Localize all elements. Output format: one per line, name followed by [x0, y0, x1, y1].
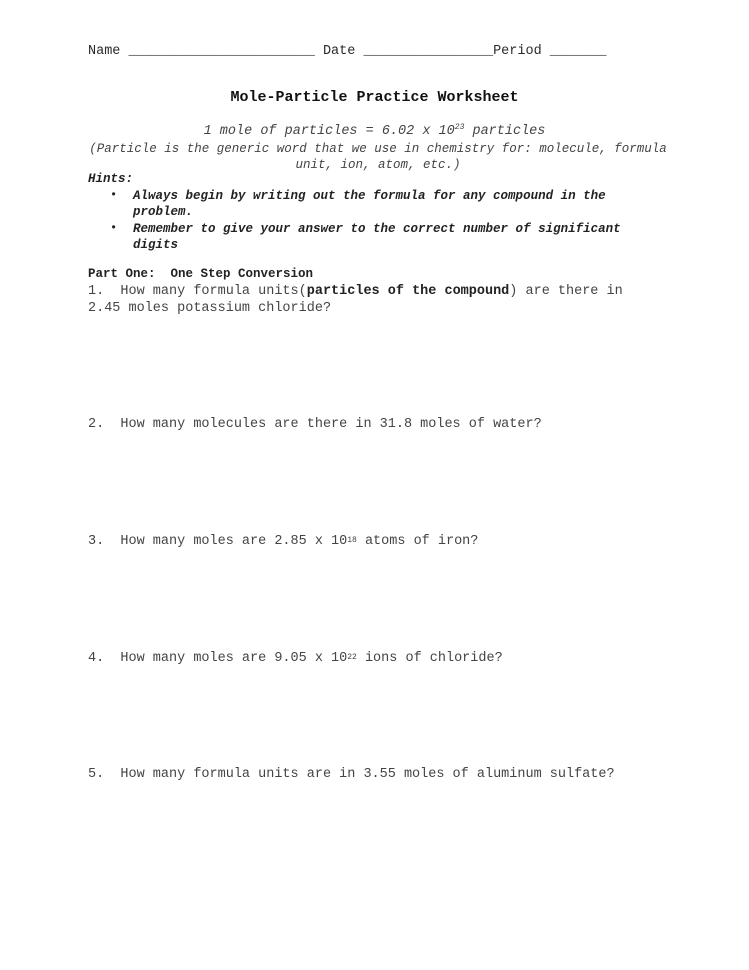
question-5: 5. How many formula units are in 3.55 moles of aluminum sulfate?	[88, 767, 615, 782]
question-1	[88, 283, 658, 317]
question-4	[88, 650, 658, 667]
q4-pre: 4. How many moles are 9.05 x 10	[88, 651, 348, 666]
bullet-icon: •	[110, 221, 118, 235]
formula-exponent: 23	[454, 123, 465, 132]
q3-pre: 3. How many moles are 2.85 x 10	[88, 534, 348, 549]
mole-formula	[0, 124, 749, 139]
hint-item-2: Remember to give your answer to the correct number of significant digits	[133, 222, 621, 252]
q1-pre: 1. How many formula units(	[88, 284, 307, 299]
bullet-icon: •	[110, 188, 118, 202]
q4-post: ions of chloride?	[356, 651, 503, 666]
q4-exponent: 22	[347, 653, 357, 662]
formula-suffix: particles	[464, 124, 546, 139]
q3-exponent: 18	[347, 536, 357, 545]
formula-prefix: 1 mole of particles = 6.02 x 10	[203, 124, 455, 139]
question-2: 2. How many molecules are there in 31.8 moles of water?	[88, 417, 542, 432]
q3-post: atoms of iron?	[356, 534, 479, 549]
worksheet-title: Mole-Particle Practice Worksheet	[230, 89, 519, 106]
question-3	[88, 533, 658, 550]
hints-label: Hints:	[88, 172, 134, 186]
hint-item-1: Always begin by writing out the formula for any compound in the problem.	[133, 189, 606, 219]
particle-definition-note: (Particle is the generic word that we use in chemistry for: molecule, formula unit, ion, atom, etc.)	[89, 142, 667, 172]
name-date-period-line: Name _______________________ Date ________________Period _______	[88, 44, 607, 59]
q1-post: ) are there in 2.45 moles potassium chloride?	[88, 284, 631, 316]
part-one-title: Part One: One Step Conversion	[88, 267, 314, 281]
q1-bold: particles of the compound	[306, 284, 510, 299]
